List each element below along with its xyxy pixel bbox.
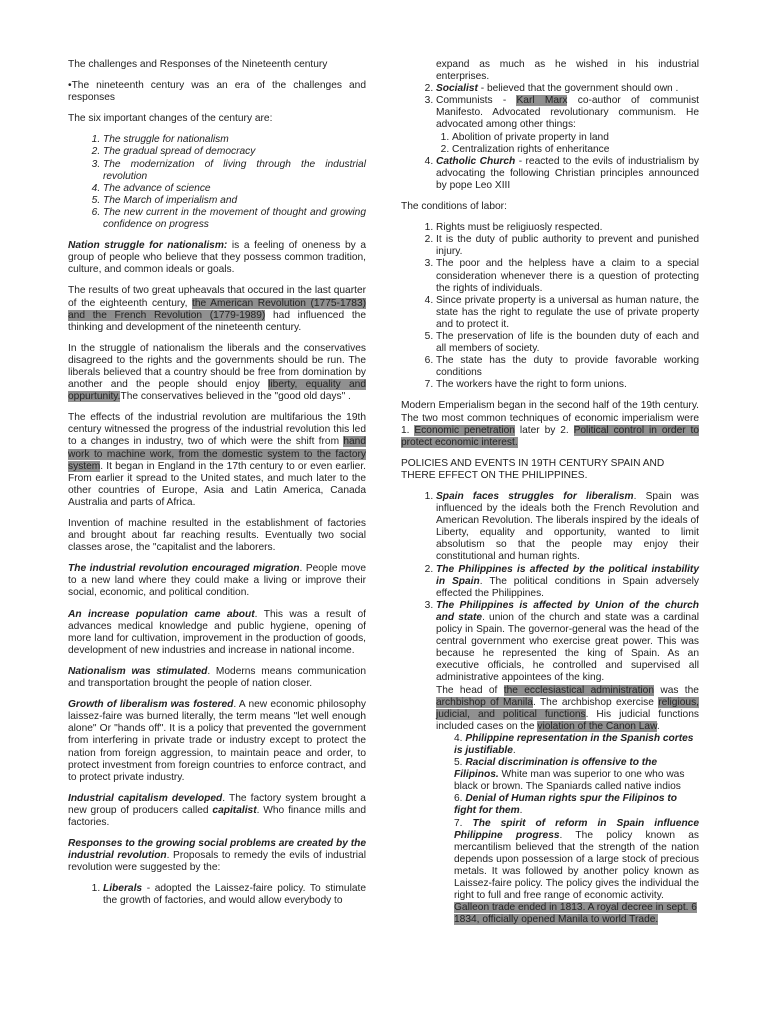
list-item-number: 6. (454, 793, 466, 805)
list-item: 6. The new current in the movement of thought and growing confidence on progress (103, 207, 366, 231)
highlighted-text: Galleon trade ended in 1813. A royal decree in sept. 6 1834, officially opened Manila to world Trade. (454, 902, 697, 926)
proposals-list (68, 883, 366, 907)
paragraph-text: is a feeling of oneness by a group of people who believe that they possess common tradition, culture, and common ideals or goals. (68, 240, 367, 276)
highlighted-text: liberty, equality and oppurtunity. (68, 379, 366, 403)
list-item (436, 95, 699, 155)
list-item: 4. The advance of science (103, 183, 366, 195)
list-item: 3. The modernization of living through the industrial revolution (103, 159, 366, 183)
paragraph-text: . It began in England in the 17th century to or even earlier. From earlier it spread to the United states, and much later to the other countries of Europe, Asia and Latin America, Canada Australia and parts of Africa. (68, 460, 366, 508)
list-item: 1. The struggle for nationalism (103, 134, 366, 146)
list-item-text: Communists - (436, 95, 517, 107)
policies-heading: POLICIES AND EVENTS IN 19TH CENTURY SPAIN AND THERE EFFECT ON THE PHILIPPINES. (401, 457, 665, 481)
highlighted-text: the ecclesiastical administration (503, 684, 655, 696)
list-item-text: . union of the church and state was a cardinal policy in Spain. The governor-general was the head of the central government who exercise great power. This was because he represented the king of Spain. As an executive officials, he controlled and supervised all administrative appointees of the king. (436, 611, 699, 684)
section-lead: An increase population came about (68, 608, 255, 620)
list-item-lead: The spirit of reform in Spain influence Philippine progress (454, 817, 699, 841)
labor-conditions-list (401, 222, 699, 391)
left-column (68, 59, 366, 908)
section-lead: Nation struggle for nationalism: (68, 240, 228, 252)
imperialism-paragraph (401, 400, 699, 448)
paragraph-text: was the (654, 684, 699, 696)
nationalism-paragraph (68, 666, 366, 690)
list-item (103, 883, 366, 907)
paragraph-text: The conservatives believed in the "good old days" . (120, 391, 351, 403)
section-lead: Responses to the growing social problems are created by the industrial revolution (68, 838, 366, 862)
list-item-number: 7. (454, 817, 473, 829)
list-item-text: . Spain was influenced by the ideals both the French Revolution and American Revolution. The liberals inspired by the ideals of Liberty, equality and opportunity, wanted to limit absolutism so that the people may enjoy their constitutional and human rights. (436, 491, 699, 563)
section-lead: Growth of liberalism was fostered (68, 699, 234, 711)
highlighted-text: violation of the Canon Law (537, 720, 657, 732)
invention-paragraph: Invention of machine resulted in the establishment of factories and brought about far reaching results. Eventually two social classes arose, the "capitalist and the laborers. (68, 518, 366, 554)
list-item: 1. Rights must be religiuosly respected. (436, 222, 699, 234)
spain-policies-continued (401, 733, 699, 927)
paragraph-text: . (656, 720, 660, 732)
highlighted-text: Economic penetration (414, 424, 515, 436)
list-item-text: . (512, 744, 516, 756)
list-item-lead: Spain faces struggles for liberalism (436, 491, 634, 502)
list-item: 2. The gradual spread of democracy (103, 146, 366, 158)
responses-paragraph (68, 838, 366, 874)
list-item (436, 156, 699, 192)
spain-policies-list (401, 491, 699, 733)
paragraph-text: . This was a result of advances medical knowledge and public hygiene, opening of more land for cultivation, improvement in the production of goods, development of new industries and increase in national income. (68, 608, 366, 656)
liberals-paragraph (68, 343, 366, 403)
list-item-number: 5. (454, 757, 466, 769)
list-item: 4. Since private property is a universal as human nature, the state has the right to regulate the use of private property and to protect it. (436, 295, 699, 331)
liberalism-paragraph (68, 699, 366, 784)
list-item (436, 491, 699, 564)
list-item-text: . The political conditions in Spain adversely effected the Philippines. (436, 575, 699, 599)
galleon-trade-note (454, 902, 699, 926)
list-item-lead: Denial of Human rights spur the Filipinos to fight for them (454, 793, 678, 817)
paragraph-text: . Proposals to remedy the evils of industrial revolution were suggested by the: (68, 850, 366, 874)
paragraph-text: . Moderns means communication and transportation brought the people of nation closer. (68, 665, 367, 690)
list-item-text: White man was superior to one who was black or brown. The Spaniards called native indios (454, 769, 685, 793)
list-item: 2. Centralization rights of enheritance (452, 144, 699, 156)
list-item (454, 793, 699, 817)
list-item: 7. The workers have the right to form unions. (436, 379, 699, 391)
capitalism-paragraph (68, 793, 366, 829)
paragraph-text: . A new economic philosophy laissez-faire was burned literally, the term means "let well enough alone" Or "hands off". It is a policy that prevented the government from interfering in private trade or industry except to protect the nation from foreign aggression, to maintain peace and order, to protect investment from foreign countries to enforce contract, and to protect private industry. (68, 699, 366, 783)
list-item-number: 4. (454, 732, 466, 744)
paragraph-text: Modern Emperialism began in the second half of the 19th century. The two most common techniques of economic imperialism were 1. (401, 400, 699, 436)
paragraph-text: . People move to a new land where they could make a living or improve their social, economic, and political condition. (68, 563, 366, 599)
section-lead: Nationalism was stimulated (68, 665, 208, 677)
communist-advocacy-list (436, 132, 699, 156)
list-item-lead: Catholic Church (436, 155, 516, 167)
list-item-lead: Liberals (103, 883, 143, 895)
list-item-text: - reacted to the evils of industrialism by advocating the following Christian principles announced by pope Leo XIII (436, 155, 699, 191)
list-item: 5. The preservation of life is the bounden duty of each and all members of society. (436, 331, 699, 355)
section-lead: Industrial capitalism developed (68, 792, 223, 804)
list-item: 3. The poor and the helpless have a claim to a special consideration whenever there is a question of protecting the rights of individuals. (436, 258, 699, 294)
list-item: 6. The state has the duty to provide favorable working conditions (436, 355, 699, 379)
labor-intro: The conditions of labor: (401, 201, 507, 213)
list-item-lead: Philippine representation in the Spanish cortes is justifiable (454, 732, 694, 756)
highlighted-text: Karl Marx (516, 95, 568, 107)
upheavals-paragraph (68, 285, 366, 333)
migration-paragraph (68, 563, 366, 599)
paragraph-text: . The factory system brought a new group of producers called (68, 792, 366, 816)
list-item-text: co-author of communist Manifesto. Advocated revolutionary communism. He advocated among other things: (436, 95, 699, 131)
population-paragraph (68, 609, 366, 657)
highlighted-text: the American Revolution (1775-1783) and the French Revolution (1779-1989) (68, 297, 366, 321)
paragraph-text: . Who finance mills and factories. (68, 804, 366, 828)
list-item-lead: The Philippines is affected by the political instability in Spain (436, 563, 699, 587)
right-column (401, 59, 699, 926)
highlighted-text: archbishop of Manila (436, 696, 533, 708)
ecclesiastical-paragraph (436, 685, 699, 733)
list-item: 1. Abolition of private property in land (452, 132, 699, 144)
paragraph-text: The results of two great upheavals that occured in the last quarter of the eighteenth century, (68, 285, 366, 309)
paragraph-text: The head of (436, 684, 504, 696)
list-item-text: - adopted the Laissez-faire policy. To stimulate the growth of factories, and would allow everybody to (103, 883, 366, 907)
emphasis-text: capitalist (212, 804, 257, 816)
list-item-text: . (519, 805, 523, 817)
paragraph-text: had influenced the thinking and development of the nineteenth century. (68, 309, 366, 333)
paragraph-text: . The archbishop exercise (532, 696, 659, 708)
list-item-lead: Socialist (436, 83, 478, 95)
paragraph-text: The effects of the industrial revolution are multifarious the 19th century witnessed the progress of the industrial revolution this led to a changes in industry, two of which were the shift from (68, 412, 366, 448)
list-item: 2. It is the duty of public authority to prevent and punished injury. (436, 234, 699, 258)
list-item: 5. The March of imperialism and (103, 195, 366, 207)
paragraph-text: In the struggle of nationalism the liberals and the conservatives disagreed to the rights and the governments should be run. The liberals believed that a country should be free from domination by another and the people should enjoy (68, 342, 366, 391)
list-item-lead: Racial discrimination is offensive to the Filipinos. (454, 757, 658, 781)
list-item (454, 818, 699, 903)
document-title: The challenges and Responses of the Nineteenth century (68, 59, 328, 70)
section-lead: The industrial revolution encouraged migration (68, 563, 300, 575)
list-item-lead: The Philippines is affected by Union of the church and state (436, 599, 699, 623)
nation-struggle-paragraph (68, 240, 366, 276)
list-item (454, 733, 699, 757)
six-changes-intro: The six important changes of the century are: (68, 113, 273, 125)
paragraph-text: . His judicial functions included cases on the (436, 708, 699, 732)
effects-paragraph (68, 412, 366, 509)
highlighted-text: Political control in order to protect economic interest. (401, 424, 700, 448)
six-changes-list (68, 134, 366, 231)
intro-paragraph: •The nineteenth century was an era of the challenges and responses (68, 80, 366, 104)
paragraph-text: later by 2. (514, 424, 574, 436)
proposals-list-continued (401, 83, 699, 192)
highlighted-text: religious, judicial, and political functions (436, 696, 699, 720)
list-item-text: . The policy known as mercantilism believed that the strength of the nation depends upon possession of a large stock of precious metals. It was followed by another policy known as Laissez-faire policy. The policy gives the individual the right to full and free range of economic activity. (454, 829, 699, 902)
list-continuation: expand as much as he wished in his industrial enterprises. (436, 59, 699, 83)
list-item (436, 600, 699, 733)
list-item (436, 83, 699, 95)
highlighted-text: hand work to machine work, from the domestic system to the factory system (68, 436, 366, 472)
list-item-text: - believed that the government should own . (477, 83, 679, 95)
list-item (454, 757, 699, 793)
list-item (436, 564, 699, 600)
